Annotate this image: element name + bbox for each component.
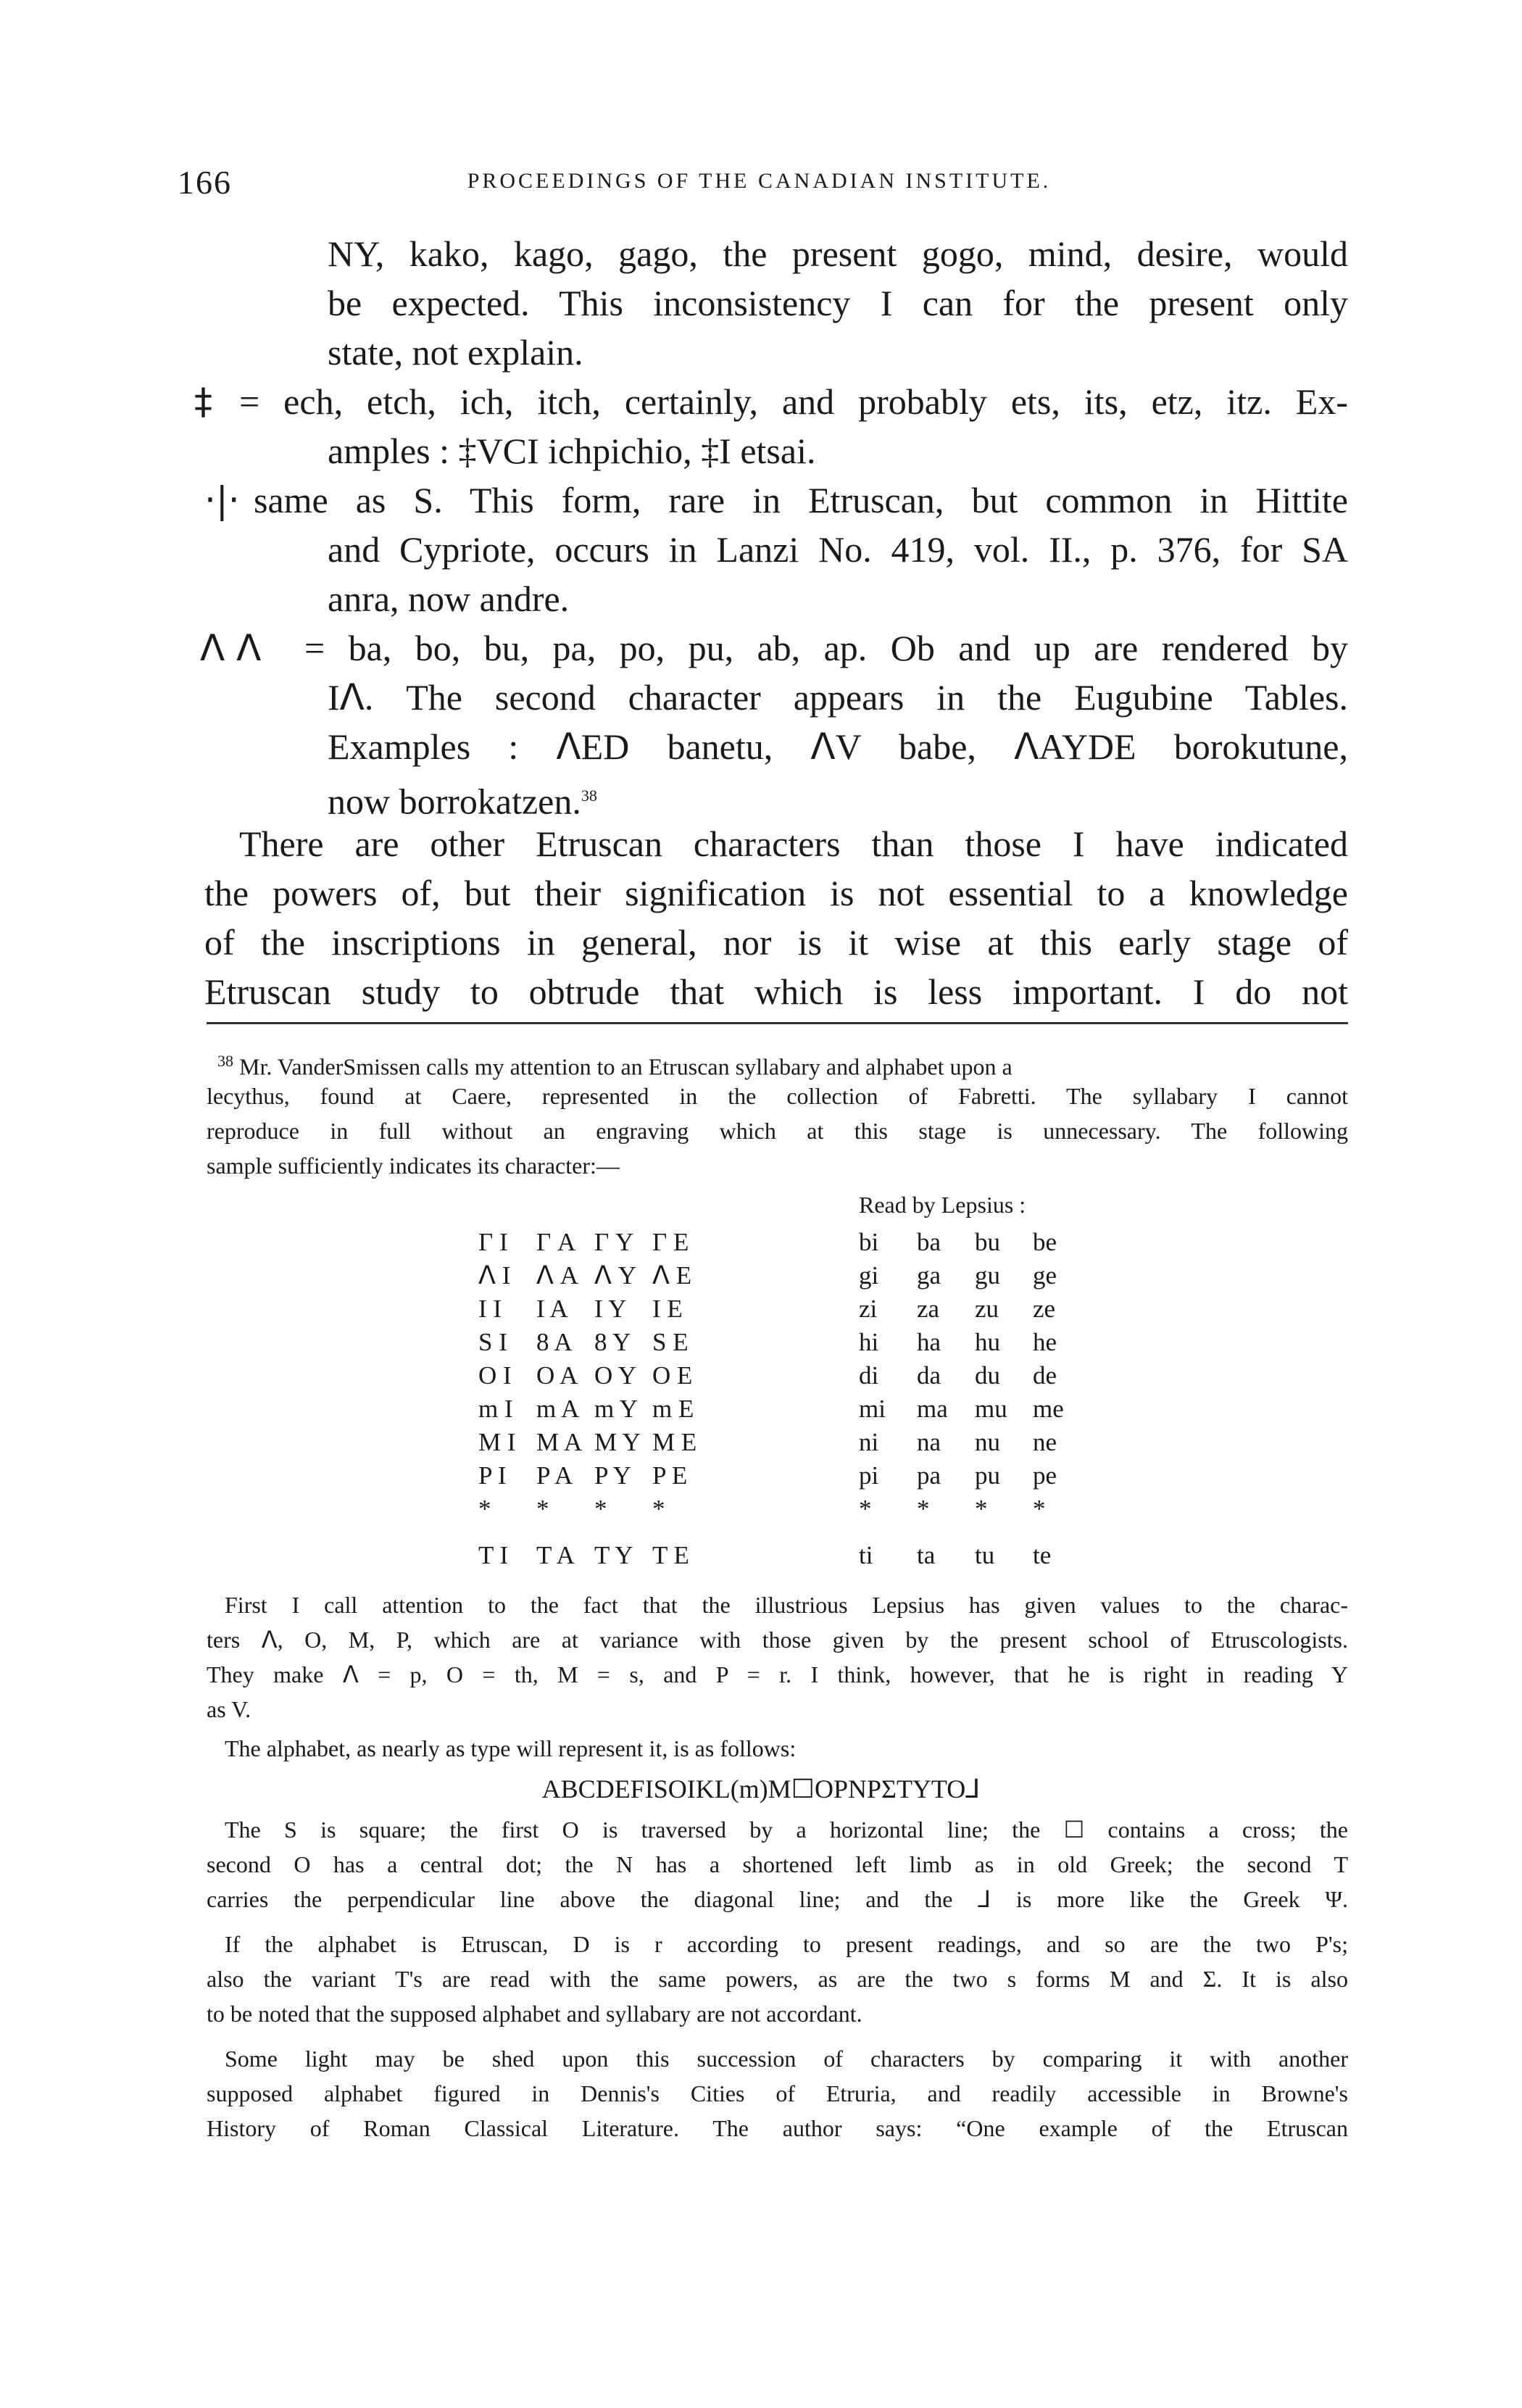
- footnote-para1-line: They make ᐱ = p, O = th, M = s, and P = r. I think, however, that he is right in reading Y: [207, 1661, 1348, 1687]
- footnote-ref: 38: [581, 786, 597, 805]
- footnote-para4-line: to be noted that the supposed alphabet and syllabary are not accordant.: [207, 2001, 862, 2027]
- syllabary-char: M E: [652, 1428, 697, 1456]
- syllabary-reading: ba: [917, 1228, 941, 1256]
- syllabary-char: ᐱ I: [478, 1261, 511, 1290]
- entry-s-line: anra, now andre.: [328, 578, 570, 619]
- footnote-para2: The alphabet, as nearly as type will represent it, is as follows:: [225, 1735, 797, 1761]
- syllabary-reading: ze: [1033, 1295, 1056, 1323]
- syllabary-char: S E: [652, 1328, 689, 1356]
- syllabary-char: O I: [478, 1361, 512, 1390]
- syllabary-char: M I: [478, 1428, 516, 1456]
- syllabary-char: ᐱ Y: [594, 1261, 636, 1290]
- running-head: [178, 163, 1341, 207]
- footnote-para3-line: second O has a central dot; the N has a shortened left limb as in old Greek; the second T: [207, 1851, 1348, 1877]
- entry-ba-line: Iᐱ. The second character appears in the Eugubine Tables.: [328, 677, 1348, 718]
- syllabary-reading: ni: [859, 1428, 879, 1456]
- paragraph-line: Etruscan study to obtrude that which is less important. I do not: [204, 971, 1348, 1012]
- paragraph-line: There are other Etruscan characters than those I have indicated: [239, 823, 1348, 864]
- paragraph-line: the powers of, but their signification is not essential to a knowledge: [204, 873, 1348, 913]
- paragraph-line: of the inscriptions in general, nor is it wise at this early stage of: [204, 922, 1348, 963]
- syllabary-reading: pi: [859, 1461, 879, 1490]
- syllabary-char: O A: [536, 1361, 578, 1390]
- syllabary-reading: gu: [975, 1261, 1000, 1290]
- syllabary-reading: pa: [917, 1461, 941, 1490]
- syllabary-char: Γ I: [478, 1228, 508, 1256]
- syllabary-reading: pu: [975, 1461, 1000, 1490]
- syllabary-char: P Y: [594, 1461, 631, 1490]
- syllabary-reading: na: [917, 1428, 941, 1456]
- syllabary-char: M A: [536, 1428, 583, 1456]
- syllabary-reading: mu: [975, 1395, 1007, 1423]
- entry-ech-line: amples : ‡VCI ichpichio, ‡I etsai.: [328, 431, 816, 471]
- entry-ba-line: = ba, bo, bu, pa, po, pu, ab, ap. Ob and up are rendered by: [304, 628, 1348, 668]
- entry-s-line: same as S. This form, rare in Etruscan, but common in Hittite: [254, 480, 1348, 520]
- syllabary-char: I I: [478, 1295, 502, 1323]
- syllabary-reading: de: [1033, 1361, 1057, 1390]
- syllabary-char: *: [594, 1495, 607, 1523]
- footnote-para4-line: also the variant T's are read with the same powers, as are the two s forms M and Σ. It is also: [207, 1966, 1348, 1992]
- syllabary-reading: za: [917, 1295, 940, 1323]
- syllabary-reading: tu: [975, 1541, 995, 1569]
- footnote-rule: [207, 1022, 1348, 1024]
- syllabary-char: 8 A: [536, 1328, 573, 1356]
- syllabary-char: T I: [478, 1541, 509, 1569]
- syllabary-reading: da: [917, 1361, 941, 1390]
- syllabary-char: M Y: [594, 1428, 641, 1456]
- footnote-line-text: Mr. VanderSmissen calls my attention to an Etruscan syllabary and alphabet upon a: [239, 1053, 1012, 1080]
- syllabary-char: 8 Y: [594, 1328, 631, 1356]
- syllabary-reading: mi: [859, 1395, 886, 1423]
- syllabary-reading: du: [975, 1361, 1000, 1390]
- syllabary-char: *: [536, 1495, 549, 1523]
- entry-ba-line-text: now borrokatzen.: [328, 781, 581, 822]
- syllabary-char: P E: [652, 1461, 688, 1490]
- syllabary-reading: ta: [917, 1541, 936, 1569]
- syllabary-reading: hi: [859, 1328, 879, 1356]
- syllabary-reading: hu: [975, 1328, 1000, 1356]
- running-title: PROCEEDINGS OF THE CANADIAN INSTITUTE.: [467, 169, 1052, 193]
- syllabary-reading: bu: [975, 1228, 1000, 1256]
- syllabary-char: T E: [652, 1541, 689, 1569]
- syllabary-reading: ma: [917, 1395, 948, 1423]
- syllabary-reading: gi: [859, 1261, 879, 1290]
- syllabary-char: *: [652, 1495, 665, 1523]
- syllabary-char: I A: [536, 1295, 568, 1323]
- table-header: Read by Lepsius :: [859, 1192, 1026, 1218]
- syllabary-reading: me: [1033, 1395, 1064, 1423]
- syllabary-char: m Y: [594, 1395, 638, 1423]
- syllabary-reading: *: [859, 1495, 872, 1523]
- syllabary-reading: di: [859, 1361, 879, 1390]
- syllabary-reading: zi: [859, 1295, 878, 1323]
- footnote-para5-line: supposed alphabet figured in Dennis's Cities of Etruria, and readily accessible in Browne's: [207, 2080, 1348, 2106]
- entry-ba-mark: ᐱ Λ: [200, 627, 262, 669]
- footnote-line: sample sufficiently indicates its character:—: [207, 1153, 620, 1179]
- footnote-number: 38: [217, 1052, 233, 1070]
- footnote-para1-line: First I call attention to the fact that the illustrious Lepsius has given values to the charac-: [225, 1592, 1348, 1618]
- entry-ny-line: be expected. This inconsistency I can for the present only: [328, 283, 1348, 323]
- syllabary-reading: *: [975, 1495, 988, 1523]
- entry-ech-mark: ‡: [194, 381, 212, 423]
- syllabary-reading: bi: [859, 1228, 879, 1256]
- syllabary-reading: be: [1033, 1228, 1057, 1256]
- syllabary-char: m A: [536, 1395, 580, 1423]
- syllabary-reading: ne: [1033, 1428, 1057, 1456]
- syllabary-reading: ti: [859, 1541, 873, 1569]
- syllabary-char: Γ E: [652, 1228, 689, 1256]
- footnote-para3-line: carries the perpendicular line above the diagonal line; and the ⅃ is more like the Greek Ψ.: [207, 1886, 1348, 1912]
- syllabary-char: T Y: [594, 1541, 633, 1569]
- footnote-para5-line: Some light may be shed upon this succession of characters by comparing it with another: [225, 2046, 1348, 2072]
- footnote-para4-line: If the alphabet is Etruscan, D is r according to present readings, and so are the two P's;: [225, 1931, 1348, 1957]
- syllabary-char: Γ A: [536, 1228, 576, 1256]
- syllabary-char: m E: [652, 1395, 694, 1423]
- entry-s-mark: ·|·: [204, 479, 240, 521]
- syllabary-char: O E: [652, 1361, 693, 1390]
- syllabary-reading: nu: [975, 1428, 1000, 1456]
- syllabary-char: T A: [536, 1541, 575, 1569]
- footnote-para3-line: The S is square; the first O is traversed by a horizontal line; the ☐ contains a cross; the: [225, 1817, 1348, 1843]
- syllabary-reading: ha: [917, 1328, 941, 1356]
- syllabary-char: m I: [478, 1395, 513, 1423]
- entry-s-line: and Cypriote, occurs in Lanzi No. 419, vol. II., p. 376, for SA: [328, 529, 1348, 570]
- syllabary-reading: ge: [1033, 1261, 1057, 1290]
- entry-ny-line: state, not explain.: [328, 332, 583, 373]
- syllabary-reading: ga: [917, 1261, 941, 1290]
- syllabary-char: ᐱ A: [536, 1261, 578, 1290]
- footnote-para1-line: as V.: [207, 1696, 251, 1722]
- footnote-line: lecythus, found at Caere, represented in the collection of Fabretti. The syllabary I cannot: [207, 1083, 1348, 1109]
- entry-ech-line: = ech, etch, ich, itch, certainly, and probably ets, its, etz, itz. Ex-: [239, 381, 1348, 422]
- syllabary-char: I Y: [594, 1295, 627, 1323]
- entry-ba-line: Examples : ᐱED banetu, ᐱV babe, ᐱAYDE borokutune,: [328, 726, 1348, 767]
- syllabary-char: I E: [652, 1295, 683, 1323]
- syllabary-char: *: [478, 1495, 491, 1523]
- syllabary-reading: te: [1033, 1541, 1052, 1569]
- syllabary-char: ᐱ E: [652, 1261, 692, 1290]
- syllabary-reading: pe: [1033, 1461, 1057, 1490]
- alphabet-line: ABCDEFISOIKL(m)M☐OPNPΣTYTO⅃: [541, 1774, 981, 1803]
- syllabary-char: P I: [478, 1461, 507, 1490]
- footnote-para1-line: ters ᐱ, O, M, P, which are at variance with those given by the present school of Etruscologists.: [207, 1627, 1348, 1653]
- syllabary-reading: zu: [975, 1295, 999, 1323]
- footnote-para5-line: History of Roman Classical Literature. The author says: “One example of the Etruscan: [207, 2115, 1348, 2141]
- syllabary-char: S I: [478, 1328, 507, 1356]
- entry-ny-line: NY, kako, kago, gago, the present gogo, mind, desire, would: [328, 233, 1348, 274]
- syllabary-char: Γ Y: [594, 1228, 634, 1256]
- syllabary-char: P A: [536, 1461, 573, 1490]
- footnote-line: reproduce in full without an engraving which at this stage is unnecessary. The following: [207, 1118, 1348, 1144]
- entry-ba-line: [328, 771, 597, 826]
- syllabary-reading: he: [1033, 1328, 1057, 1356]
- syllabary-reading: *: [917, 1495, 930, 1523]
- page-number: 166: [178, 164, 232, 201]
- syllabary-char: O Y: [594, 1361, 637, 1390]
- syllabary-reading: *: [1033, 1495, 1046, 1523]
